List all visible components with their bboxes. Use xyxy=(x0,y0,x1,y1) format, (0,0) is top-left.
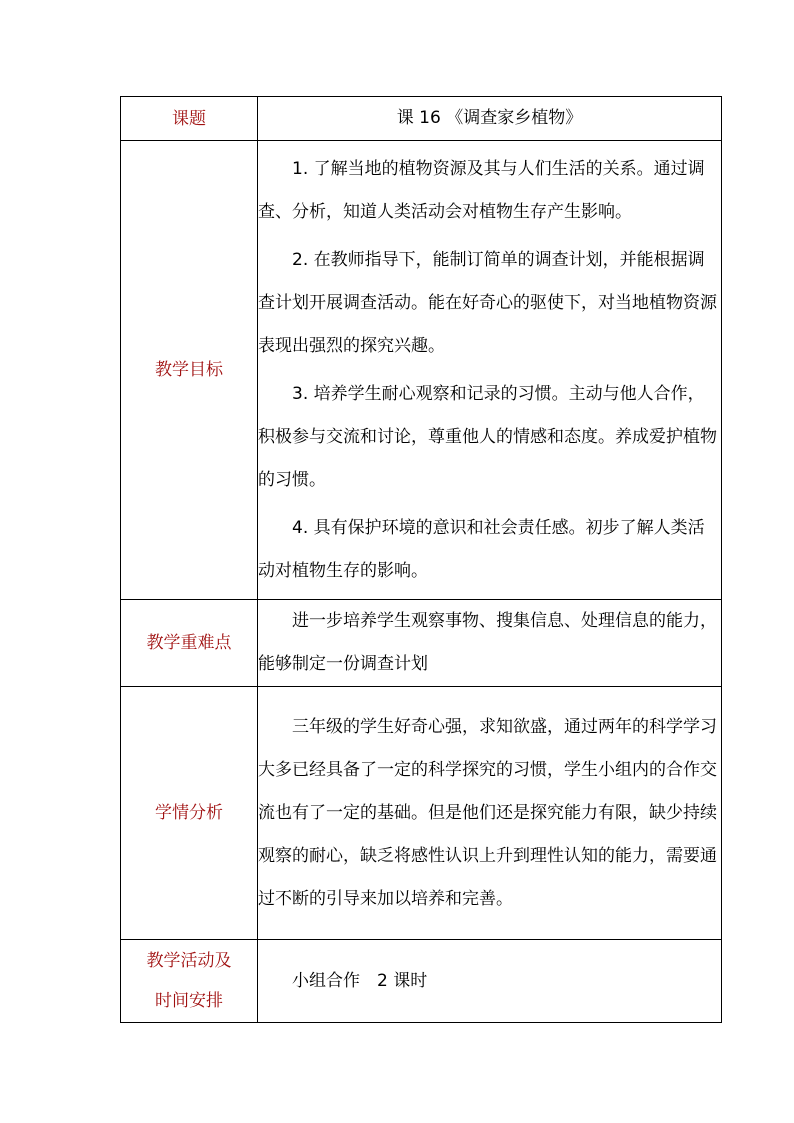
label-title: 课题 xyxy=(121,97,258,141)
analysis-content xyxy=(258,687,722,940)
label-goals: 教学目标 xyxy=(121,141,258,600)
activity-content xyxy=(258,940,722,1023)
goal-item-4: 4. 具有保护环境的意识和社会责任感。初步了解人类活动对植物生存的影响。 xyxy=(258,517,705,581)
lesson-plan-table xyxy=(120,96,722,1023)
row-title xyxy=(121,97,722,141)
label-activity xyxy=(121,940,258,1023)
label-activity-line2: 时间安排 xyxy=(155,991,223,1011)
label-key-points: 教学重难点 xyxy=(121,600,258,687)
label-activity-line1: 教学活动及 xyxy=(146,951,232,971)
lesson-title: 课 16 《调查家乡植物》 xyxy=(258,97,722,141)
goal-item-2: 2. 在教师指导下，能制订简单的调查计划，并能根据调查计划开展调查活动。能在好奇心的驱使下，对当地植物资源表现出强烈的探究兴趣。 xyxy=(258,249,717,356)
row-goals xyxy=(121,141,722,600)
key-points-text: 进一步培养学生观察事物、搜集信息、处理信息的能力，能够制定一份调查计划 xyxy=(258,611,717,674)
row-activity xyxy=(121,940,722,1023)
activity-text: 小组合作 2 课时 xyxy=(292,970,428,991)
key-points-content xyxy=(258,600,722,687)
row-analysis xyxy=(121,687,722,940)
label-analysis: 学情分析 xyxy=(121,687,258,940)
goal-item-3: 3. 培养学生耐心观察和记录的习惯。主动与他人合作，积极参与交流和讨论，尊重他人的情感和态度。养成爱护植物的习惯。 xyxy=(258,383,717,490)
goal-item-1: 1. 了解当地的植物资源及其与人们生活的关系。通过调查、分析，知道人类活动会对植物生存产生影响。 xyxy=(258,158,705,222)
row-key-points xyxy=(121,600,722,687)
analysis-text: 三年级的学生好奇心强，求知欲盛，通过两年的科学学习大多已经具备了一定的科学探究的习惯，学生小组内的合作交流也有了一定的基础。但是他们还是探究能力有限，缺少持续观察的耐心，缺乏将感性认识上升到理性认知的能力，需要通过不断的引导来加以培养和完善。 xyxy=(258,716,717,909)
goals-content xyxy=(258,141,722,600)
